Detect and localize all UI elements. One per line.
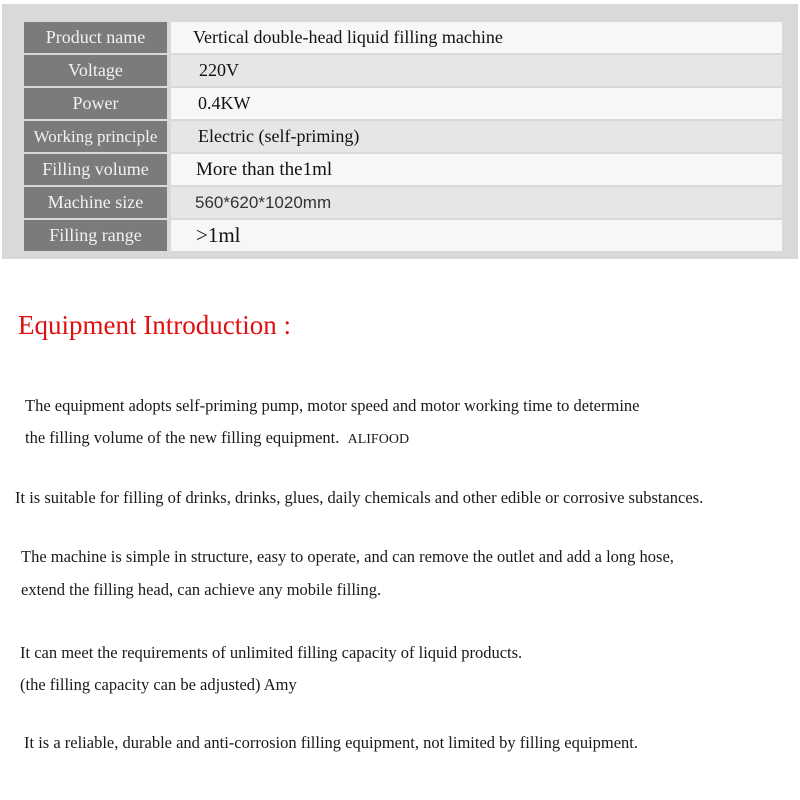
spec-row-machine-size (24, 187, 782, 218)
intro-paragraph-4-line-1: It can meet the requirements of unlimited filling capacity of liquid products. (20, 643, 523, 662)
spec-label: Voltage (24, 55, 167, 86)
intro-paragraph-3-line-1: The machine is simple in structure, easy to operate, and can remove the outlet and add a long hose, (21, 547, 674, 566)
section-heading: Equipment Introduction : (18, 310, 291, 340)
spec-value: 0.4KW (171, 88, 782, 119)
spec-value: Vertical double-head liquid filling machine (171, 22, 782, 53)
spec-value: 220V (171, 55, 782, 86)
brand-tag: ALIFOOD (347, 432, 410, 447)
spec-row-filling-range (24, 220, 782, 251)
intro-text: the filling volume of the new filling equipment. (25, 428, 340, 447)
intro-paragraph-4-line-2: (the filling capacity can be adjusted) Amy (20, 675, 297, 694)
spec-row-working-principle (24, 121, 782, 152)
intro-paragraph-1-line-2 (25, 422, 409, 456)
spec-row-product-name (24, 22, 782, 53)
spec-label: Product name (24, 22, 167, 53)
intro-paragraph-1-line-1: The equipment adopts self-priming pump, motor speed and motor working time to determine (25, 396, 640, 415)
intro-paragraph-3-line-2: extend the filling head, can achieve any mobile filling. (21, 580, 382, 599)
spec-table (2, 4, 798, 259)
spec-value: >1ml (171, 220, 782, 251)
spec-value: More than the1ml (171, 154, 782, 185)
spec-value: Electric (self-priming) (171, 121, 782, 152)
intro-paragraph-2: It is suitable for filling of drinks, drinks, glues, daily chemicals and other edible or corrosive substances. (15, 488, 704, 507)
intro-paragraph-5: It is a reliable, durable and anti-corrosion filling equipment, not limited by filling equipment. (24, 733, 639, 752)
spec-label: Filling volume (24, 154, 167, 185)
spec-label: Power (24, 88, 167, 119)
spec-row-filling-volume (24, 154, 782, 185)
spec-label: Filling range (24, 220, 167, 251)
spec-label: Working principle (24, 121, 167, 152)
spec-row-power (24, 88, 782, 119)
spec-row-voltage (24, 55, 782, 86)
spec-value: 560*620*1020mm (171, 187, 782, 218)
spec-label: Machine size (24, 187, 167, 218)
